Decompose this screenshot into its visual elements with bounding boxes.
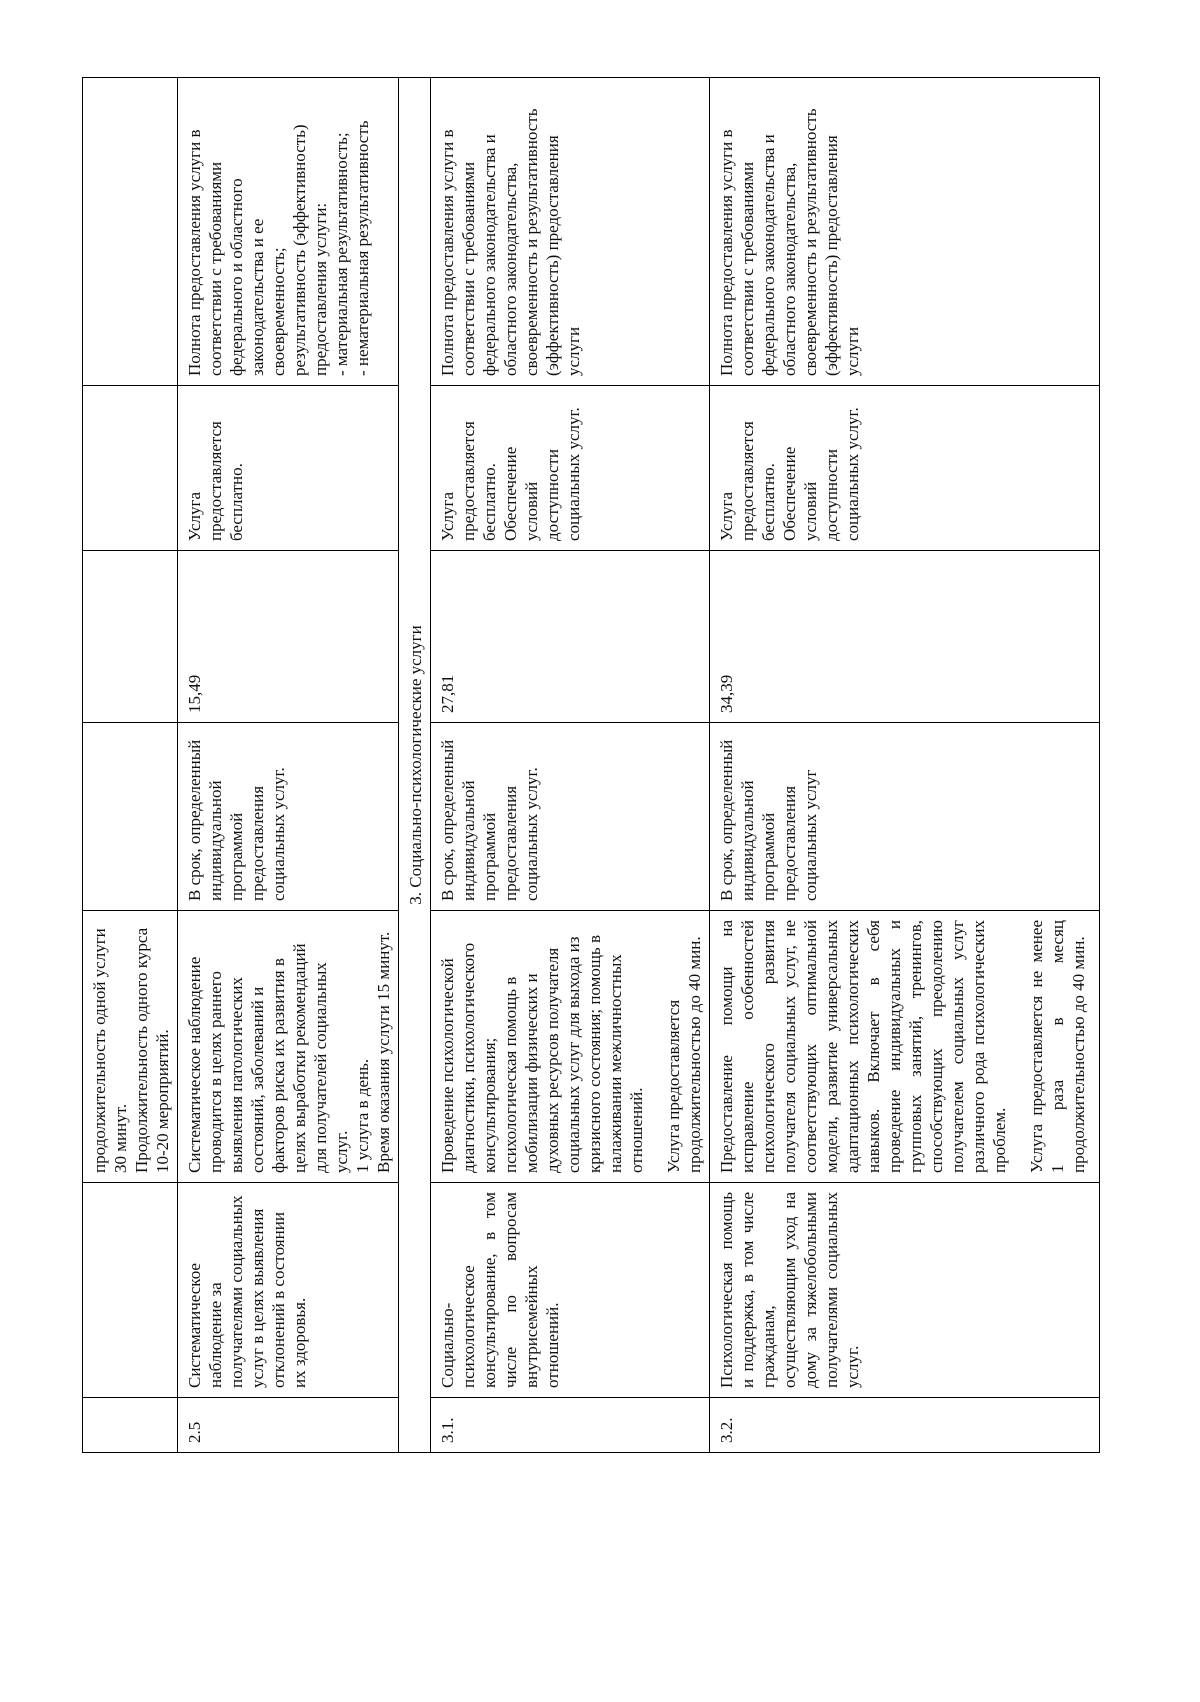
continuation-timing-text: продолжительность одной услуги 30 минут. Продолжительность одного курса 10-20 мероприятий. xyxy=(90,927,172,1173)
row-number: 3.2. xyxy=(710,1398,1100,1453)
service-quality: Полнота предоставления услуги в соответствии с требованиями федерального и областного законодательства и ее своевременность; результативность (эффективность) предоставления услуги: - материальная результативность; - нематериальная результативность xyxy=(178,78,399,386)
service-duration-note: Услуга предоставляется не менее 1 раза в месяц продолжительностью до 40 мин. xyxy=(1027,920,1088,1173)
service-description: Проведение психологической диагностики, психологического консультирования; психологическая помощь в мобилизации физических и духовных ресурсов получателя социальных услуг для выхода из кризисного состояния; помощь в налаживании межличностных отношений. Услуга предоставляется продолжительностью до 40 мин. xyxy=(431,911,710,1183)
service-tariff: 27,81 xyxy=(431,551,710,723)
service-name: Систематическое наблюдение за получателями социальных услуг в целях выявления отклонений в состоянии их здоровья. xyxy=(178,1183,399,1398)
section-title: Социально-психологические услуги xyxy=(406,625,425,888)
cell-empty-quality xyxy=(83,78,178,386)
cell-continuation-timing xyxy=(83,911,178,1183)
service-term: В срок, определенный индивидуальной программой предоставления социальных услуг xyxy=(710,723,1100,911)
service-term: В срок, определенный индивидуальной программой предоставления социальных услуг. xyxy=(431,723,710,911)
rotated-table-container xyxy=(82,78,1100,1453)
cell-empty-name xyxy=(83,1183,178,1398)
service-duration-note: Услуга предоставляется продолжительностью до 40 мин. xyxy=(664,936,704,1173)
service-quality: Полнота предоставления услуги в соответствии с требованиями федерального законодательства и областного законодательства, своевременность и результативность (эффективность) предоставления услуги xyxy=(431,78,710,386)
service-conditions: Услуга предоставляется бесплатно. Обеспечение условий доступности социальных услуг. xyxy=(431,386,710,551)
service-tariff: 34,39 xyxy=(710,551,1100,723)
table-row xyxy=(178,78,399,1453)
service-conditions: Услуга предоставляется бесплатно. xyxy=(178,386,399,551)
section-number: 3. xyxy=(406,891,425,905)
cell-empty-term xyxy=(83,723,178,911)
cell-empty-tariff xyxy=(83,551,178,723)
service-tariff: 15,49 xyxy=(178,551,399,723)
service-term: В срок, определенный индивидуальной программой предоставления социальных услуг. xyxy=(178,723,399,911)
service-conditions: Услуга предоставляется бесплатно. Обеспечение условий доступности социальных услуг. xyxy=(710,386,1100,551)
section-header xyxy=(399,78,431,1453)
section-header-row xyxy=(399,78,431,1453)
cell-empty-conditions xyxy=(83,386,178,551)
service-description: Систематическое наблюдение проводится в целях раннего выявления патологических состояний, заболеваний и факторов риска их развития в целях выработки рекомендаций для получателей социальных услуг. 1 услуга в день. Время оказания услуги 15 минут. xyxy=(178,911,399,1183)
table-row xyxy=(431,78,710,1453)
row-number: 3.1. xyxy=(431,1398,710,1453)
service-name: Социально-психологическое консультирование, в том числе по вопросам внутрисемейных отношений. xyxy=(431,1183,710,1398)
row-number: 2.5 xyxy=(178,1398,399,1453)
service-description: Предоставление помощи на исправление особенностей психологического развития получателя социальных услуг, не соответствующих оптимальной модели, развитие универсальных адаптационных психологических навыков. Включает в себя проведение индивидуальных и групповых занятий, тренингов, способствующих преодолению получателем социальных услуг различного рода психологических проблем. Услуга предоставляется не менее 1 раза в месяц продолжительностью до 40 мин. xyxy=(710,911,1100,1183)
cell-empty-num xyxy=(83,1398,178,1453)
service-name: Психологическая помощь и поддержка, в том числе гражданам, осуществляющим уход на дому за тяжелобольными получателями социальных услуг. xyxy=(710,1183,1100,1398)
services-table xyxy=(82,77,1100,1453)
table-row-continuation xyxy=(83,78,178,1453)
service-quality: Полнота предоставления услуги в соответствии с требованиями федерального законодательства и областного законодательства, своевременность и результативность (эффективность) предоставления услуги xyxy=(710,78,1100,386)
table-row xyxy=(710,78,1100,1453)
